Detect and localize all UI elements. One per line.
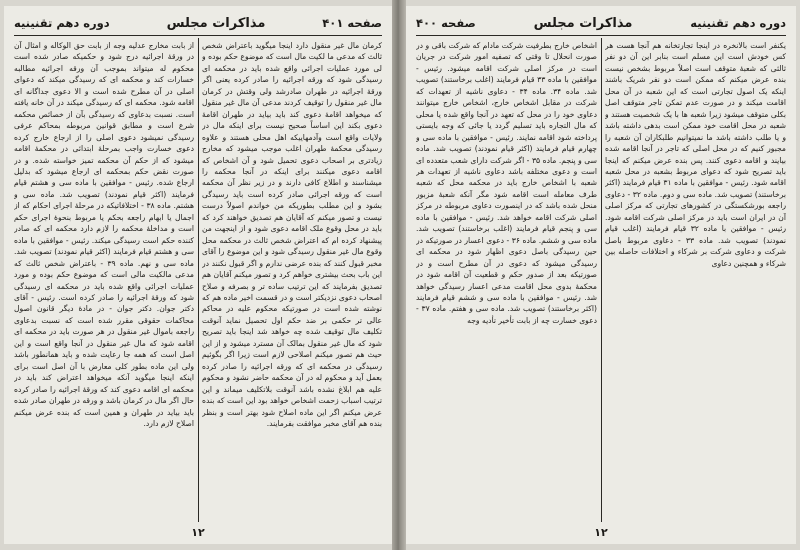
column-divider	[198, 38, 199, 522]
text-column-left	[14, 40, 194, 520]
page-header	[416, 12, 786, 34]
column-text: كرمان مال غیر منقول دارد اینجا میگوید باعتراض شخص ثالث که مدعی ما لکیت مال است که موضوع حکم بوده و لی مورد عملیات اجرائی واقع شده باید در محکمه ای رسیدگی شود که ورقه اجرائیه را صادر کرده یعنی اگر ورقهٔ اجرائیه در طهران صادرشد ولی وقتش در کرمان مال غیر منقول را توقیف کردند مدعی آن مال غیر منقول که میخواهد اقامهٔ دعوی کند باید بیاید در طهران اقامهٔ دعوی بکند این اساساً صحیح نیست برای اینکه مال در ولایات واقع است وآدمهاییکه اهل محلی هستند و علاوه رسیدگی محکمهٔ طهران اغلب موجب میشود که مخارج زیادتری بر اصحاب دعوی تحمیل شود و آن اشخاص که اقامه دعوی میکنند برای اینکه در آنجا محکمه را میشناسند و اطلاع کافی دارند و در زیر نظر آن محکمه است که ورقه اجرائی صادر کرده است باید رسیدگی بشود و این مطلب بطوریکه من خواندم اصولاً درست نیست و تصور میکنم که آقایان هم تصدیق خواهند کرد که باید در محل وقوع ملک اقامه دعوی شود و از اینجهت من پیشنهاد کرده ام که اعتراض شخص ثالث در محکمه محل وقوع مال غیر منقول رسیدگی شود و این موضوع را آقای مخبر قبول کنند که بنده عرضی ندارم و اگر قبول نکنند در این باب بحث بیشتری خواهم کرد و تصور میکنم آقایان هم تصدیق بفرمایند که این ترتیب ساده تر و بصرفه و صلاح اصحاب دعوی نزدیکتر است و در قسمت اخیر ماده هم که نوشته شده است در صورتیکه محکوم علیه در محاکم عالی تر حکمی بر ضد حکم اول تحصیل نماید آنوقت تکلیف مال توقیف شده چه خواهد شد اینجا باید تصریح شود که مال غیر منقول بمالک آن مسترد میشود و از این حیث هم تصور میکنم اصلاحی لازم است زیرا اگر بگوئیم رسیدگی در محکمه ای که ورقه اجرائیه را صادر کرده بعمل آید و محکوم له در آن محکمه حاضر نشود و محکوم علیه هم ابلاغ نشده باشد آنوقت بلاتکلیف میماند و این ترتیب اسباب زحمت اشخاص خواهد بود این است که بنده عرض میکنم اگر این ماده اصلاح شود بهتر است و بنظر بنده هم آقای مخبر موافقت بفرمایند.	[202, 41, 382, 428]
header-page-number: صفحه ۴۰۱	[322, 16, 382, 30]
right-page	[406, 6, 796, 544]
header-page-number: صفحه ۴۰۰	[416, 16, 476, 30]
header-session: دوره دهم تقنینیه	[14, 16, 110, 30]
left-page	[4, 6, 392, 544]
folio-number: ۱۲	[594, 526, 608, 539]
column-divider	[601, 38, 602, 522]
header-title: مذاکرات مجلس	[166, 15, 266, 31]
header-rule	[416, 35, 786, 36]
text-column-left	[416, 40, 597, 520]
book-gutter	[392, 0, 406, 550]
column-text: یکنفر است بالانخره در اینجا تجارتخانه هم آنجا هست هر کس خودش است این مسلم است بنابر این آن دو نفر ثالثی که شعبهٔ متوقف است اصلاً مربوط بشخص نیست بنده عرض میکنم که ممکن است دو نفر شریک باشند اینکه یک اصول تجارتی است که این شعبه در آن محل اقامت میکند و در صورت عدم تمکن تاجر متوقف اصل بکلی متوقف میشود زیرا شعبه ها با یک شخصیت هستند و شعبه در محل اقامت خود ممکن است بدهی داشته باشد و یا طلب داشته باشد ما نمیتوانیم طلبکاران آن شعبه را مجبور کنیم که در محل اصلی که تاجر در آنجا اقامه شده بیایند و اقامه دعوی کنند. پس بنده عرض میکنم که اینجا باید تصریح شود که دعوای مربوط بشعبه در محل شعبه اقامه شود. رئیس - موافقین با ماده ۳۱ قیام فرمایند (اکثر برخاستند) تصویب شد. ماده سی و دوم. ماده ۳۲ - دعاوی راجعه بورشکستگی در کشورهای تجارتی که مرکز اصلی آن در ایران است باید در مرکز اصلی شرکت اقامه شود. رئیس - موافقین با ماده ۳۲ قیام فرمایند (اغلب قیام نمودند) تصویب شد. ماده ۳۳ - دعاوی مربوط باصل شرکت و دعاوی شرکت بر شرکاء و اختلافات حاصله بین شرکاء و همچنین دعاوی	[605, 41, 786, 268]
column-text: از بابت مخارج عدلیه وجه از بابت حق الوکاله و امثال آن در ورقهٔ اجرائیه درج شود و حکمیکه صادر شده است محکوم له میتواند بموجب آن ورقه اجرائیه مطالبه خسارات کند و محکمه ای که رسیدگی میکند که دعوای اصلی در آن مطرح شده است و الا دعوی جداگانه ای اقامه شود. محکمه ای که رسیدگی میکند در آن خانه یافته است. نسبت بدعاوی که رسیدگی بآن از خصائص محکمه شرع است و مطابق قوانین مربوطه بمحاکم عرفی رسیدگی نمیشود دعوی اصلی را از ارجاع خارج کرده دعوی خسارت واجب بمرحلهٔ ابتدائی در محکمهٔ اقامه میشود که از حکم آن محکمه تمیز خواسته شده. و در صورت نقض حکم بمحکمه ای ارجاع میشود که بدلیل ارجاع شده. رئیس - موافقین با ماده سی و هشتم قیام فرمایند (اکثر قیام نمودند) تصویب شد. ماده سی و هشتم. ماده ۳۸ - اختلافاتیکه در مرحلهٔ اجرای احکام که از اجمال یا ابهام راجعه بحکم یا مربوط بنحوهٔ اجرای حکم است و مداخلهٔ محکمه را لازم دارد محکمه ای که صادر کننده حکم است رسیدگی میکند. رئیس - موافقین با ماده سی و هشتم قیام فرمایند (اکثر قیام نمودند) تصویب شد. ماده سی و نهم. ماده ۳۹ - باعتراض شخص ثالث که مدعی مالکیت مالی است که موضوع حکم بوده و مورد عملیات اجرائی واقع شده باید در محکمه ای رسیدگی شود که ورقهٔ اجرائیه را صادر کرده است. رئیس - آقای دکتر جوان. دکتر جوان - در مادهٔ دیگر قانون اصول محاکمات حقوقی مقرر شده است که نسبت بدعاوی راجعه باموال غیر منقول در هر صورت باید در محکمه ای اقامه شود که مال غیر منقول در آنجا واقع است و این اصل است که همه جا رعایت شده و باید همانطور باشد ولی این ماده بطور کلی معارض با آن اصل است برای اینکه اینجا میگوید آنکه میخواهد اعتراض کند باید در محکمه ای اقامه دعوی کند که ورقهٔ اجرائیه را صادر کرده حال اگر مال در کرمان باشد و ورقه در طهران صادر شده باید بیاید در طهران و همین است که بنده عرض میکنم اصلاح لازم دارد.	[14, 41, 194, 428]
page-header	[14, 12, 382, 34]
folio-number: ۱۲	[191, 526, 205, 539]
text-column-right	[202, 40, 382, 520]
column-text: اشخاص خارج بطرفیت شرکت مادام که شرکت باقی و در صورت انحلال تا وقتی که تصفیه امور شرکت در جریان است در مرکز اصلی شرکت اقامه میشود. رئیس - موافقین با ماده ۳۳ قیام فرمایند (اغلب برخاستند) تصویب شد. ماده ۳۴. ماده ۳۴ - دعاوی ناشیه از تعهدات که شرکت در مقابل اشخاص خارج، اشخاص خارج میتوانند دعاوی خود را در محل که تعهد در آنجا واقع شده یا محلی که مال التجاره باید تسلیم گردد یا جائی که وجه بایستی پرداخته شود اقامه نمایند. رئیس - موافقین با ماده سی و چهارم قیام فرمایند (اکثر قیام نمودند) تصویب شد. ماده سی و پنجم. ماده ۳۵ - اگر شرکت دارای شعب متعدده ای است و دعوی مختلفه باشد دعاوی ناشیه از تعهدات هر شعبه با اشخاص خارج باید در محکمه محل که شعبه طرف معامله است اقامه شود مگر آنکه شعبهٔ مزبور منحل شده باشد که در اینصورت دعاوی مربوطه در مرکز اصلی شرکت اقامه خواهد شد. رئیس - موافقین با ماده سی و پنجم قیام فرمایند (اغلب برخاستند) تصویب شد. ماده سی و ششم. ماده ۳۶ - دعوی اعسار در صورتیکه در حین رسیدگی باصل دعوی اظهار شود در محکمه ای رسیدگی میشود که دعوی در آن مطرح است و در صورتیکه بعد از صدور حکم و قطعیت آن اقامه شود در محکمهٔ بدوی محل اقامت مدعی اعسار رسیدگی خواهد شد. رئیس - موافقین با ماده سی و ششم قیام فرمایند (اکثر برخاستند) تصویب شد. ماده سی و هفتم. ماده ۳۷ - دعوی خسارت چه از بابت تأخیر تأدیه وجه	[416, 41, 597, 325]
text-column-right	[605, 40, 786, 520]
header-rule	[14, 35, 382, 36]
header-title: مذاکرات مجلس	[533, 15, 633, 31]
header-session: دوره دهم تقنینیه	[690, 16, 786, 30]
